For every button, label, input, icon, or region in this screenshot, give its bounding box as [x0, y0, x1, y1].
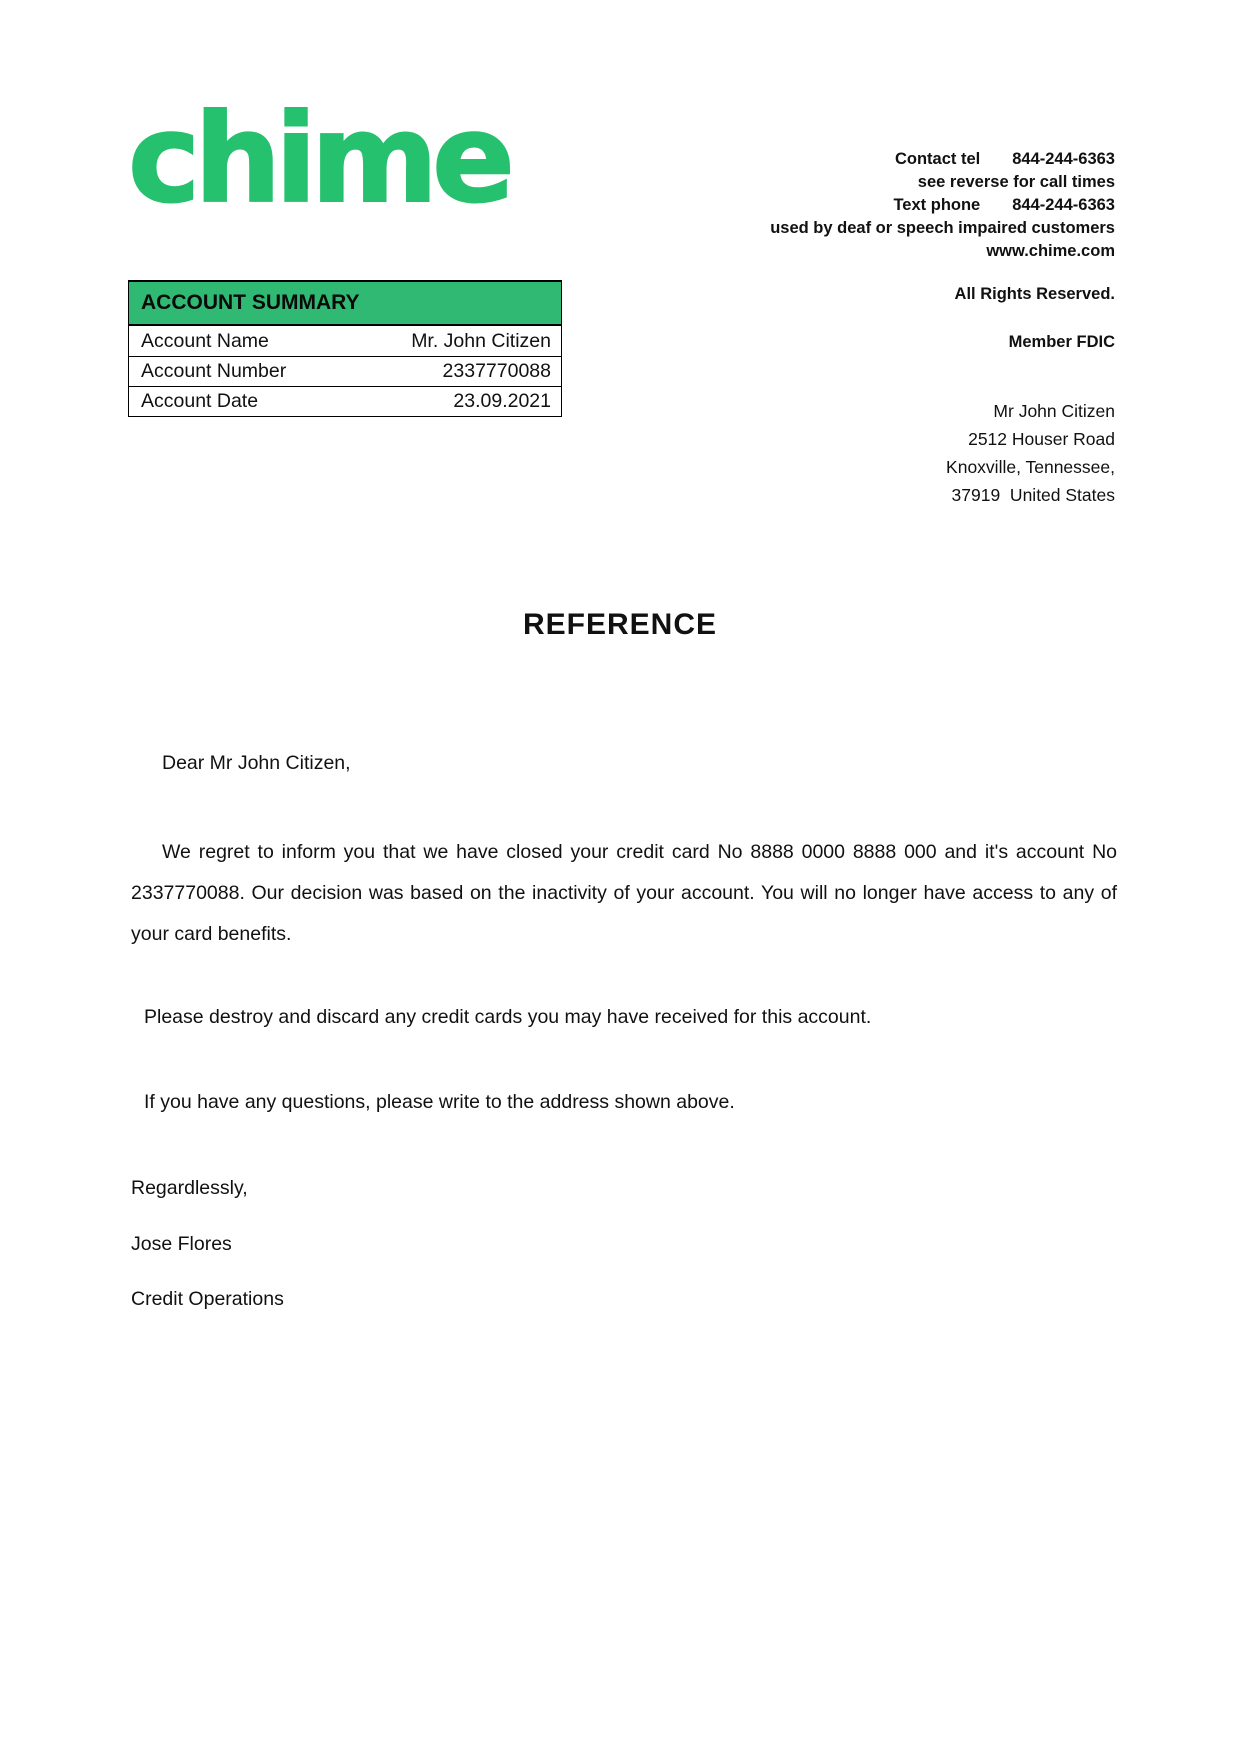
row-label: Account Date [141, 390, 259, 412]
row-value: 23.09.2021 [453, 390, 551, 412]
contact-tel-note: see reverse for call times [917, 173, 1115, 191]
salutation: Dear Mr John Citizen, [162, 752, 351, 774]
signer-name: Jose Flores [131, 1233, 232, 1255]
paragraph-closure-notice: We regret to inform you that we have closed your credit card No 8888 0000 8888 000 and it's account No 2337770088. Our decision was based on the inactivity of your account. You will no longer have access to any of your card benefits. [131, 841, 1117, 945]
letter-title: REFERENCE [522, 608, 718, 641]
signer-title: Credit Operations [131, 1288, 284, 1310]
website-url: www.chime.com [986, 242, 1115, 260]
chime-logo: chime [128, 88, 509, 230]
account-summary-table [128, 280, 562, 417]
text-phone-line [770, 194, 1115, 217]
recipient-address-block [770, 397, 1115, 509]
closing-line: Regardlessly, [131, 1177, 248, 1199]
text-phone-label: Text phone [893, 196, 981, 214]
contact-tel-label: Contact tel [894, 150, 981, 168]
contact-tel-value: 844-244-6363 [1012, 150, 1115, 168]
recipient-zip-country: 37919 United States [951, 485, 1115, 505]
row-label: Account Number [141, 360, 287, 382]
row-label: Account Name [141, 329, 269, 352]
row-value: 2337770088 [442, 360, 551, 382]
table-row-account-date [129, 386, 561, 416]
recipient-city: Knoxville, Tennessee, [946, 457, 1115, 477]
letter-body [131, 743, 1117, 1320]
text-phone-note: used by deaf or speech impaired customers [770, 219, 1115, 237]
account-summary-header: ACCOUNT SUMMARY [129, 282, 561, 326]
rights-reserved-text: All Rights Reserved. [954, 285, 1115, 303]
recipient-name: Mr John Citizen [993, 401, 1115, 421]
table-row-account-number [129, 356, 561, 386]
member-fdic-text: Member FDIC [1008, 333, 1115, 351]
header-right-column [770, 148, 1115, 509]
row-value: Mr. John Citizen [411, 329, 551, 352]
table-row-account-name [129, 326, 561, 356]
paragraph-destroy-cards: Please destroy and discard any credit cards you may have received for this account. [144, 1006, 872, 1028]
contact-tel-line [770, 148, 1115, 171]
paragraph-questions: If you have any questions, please write to the address shown above. [144, 1091, 735, 1113]
text-phone-value: 844-244-6363 [1012, 196, 1115, 214]
recipient-street: 2512 Houser Road [968, 429, 1115, 449]
